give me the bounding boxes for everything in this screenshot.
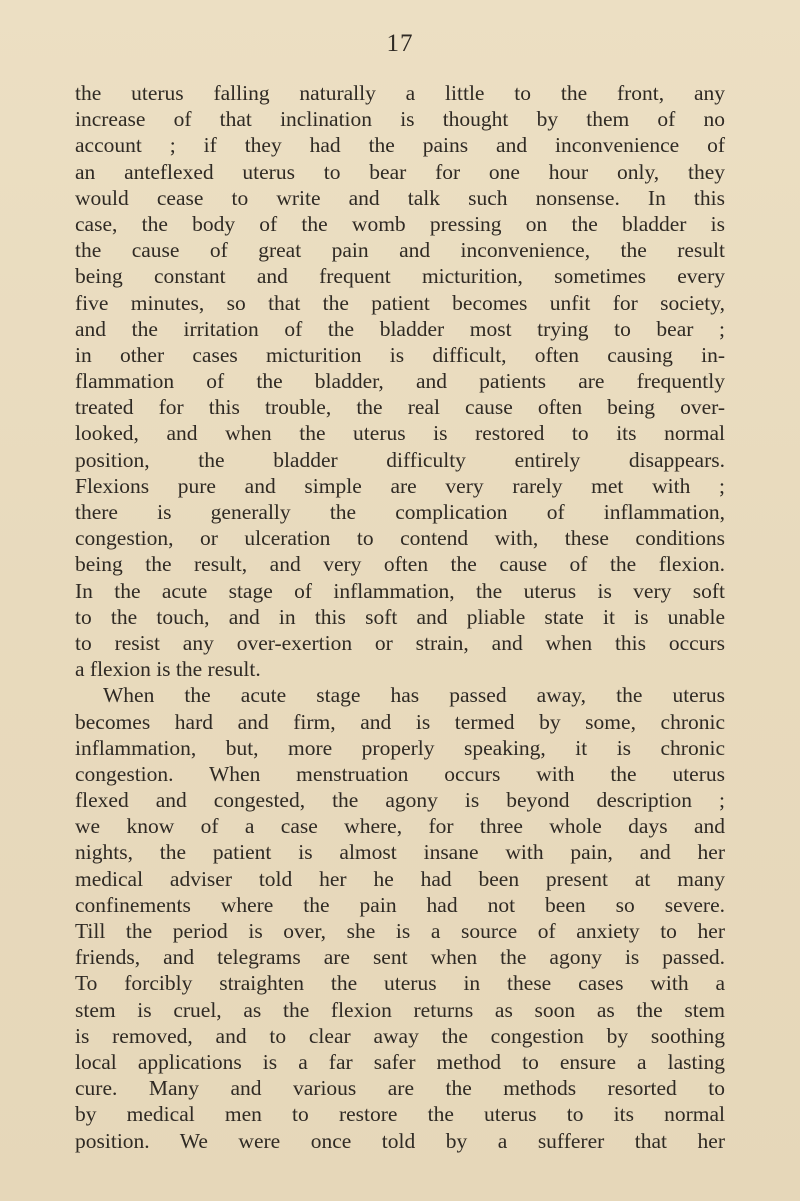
text-line: account ; if they had the pains and inconvenience of <box>75 133 725 158</box>
text-line: a flexion is the result. <box>75 657 261 682</box>
text-line: looked, and when the uterus is restored to its normal <box>75 421 725 446</box>
text-line: flexed and congested, the agony is beyond description ; <box>75 788 725 813</box>
text-line: being the result, and very often the cause of the flexion. <box>75 552 725 577</box>
text-line: medical adviser told her he had been present at many <box>75 866 725 891</box>
text-line: the cause of great pain and inconvenience, the result <box>75 238 725 263</box>
text-line: in other cases micturition is difficult, often causing in- <box>75 342 725 367</box>
text-line: there is generally the complication of inflammation, <box>75 500 725 524</box>
text-line: case, the body of the womb pressing on the bladder is <box>75 211 725 236</box>
body-text <box>75 80 725 1154</box>
text-line: local applications is a far safer method to ensure a lasting <box>75 1049 725 1074</box>
text-line: friends, and telegrams are sent when the agony is passed. <box>75 945 725 970</box>
text-line: to the touch, and in this soft and pliable state it is unable <box>75 604 725 629</box>
text-line: being constant and frequent micturition, sometimes every <box>75 264 725 289</box>
text-line: When the acute stage has passed away, the uterus <box>103 683 725 708</box>
text-line: five minutes, so that the patient becomes unfit for society, <box>75 290 725 315</box>
text-line: confinements where the pain had not been so severe. <box>75 892 725 917</box>
text-line: by medical men to restore the uterus to its normal <box>75 1102 725 1127</box>
text-line: Till the period is over, she is a source of anxiety to her <box>75 919 725 943</box>
text-line: would cease to write and talk such nonsense. In this <box>75 185 725 210</box>
page-number: 17 <box>386 30 414 57</box>
text-line: congestion, or ulceration to contend with, these conditions <box>75 526 725 551</box>
text-line: inflammation, but, more properly speaking, it is chronic <box>75 735 725 760</box>
text-line: the uterus falling naturally a little to the front, any <box>75 81 725 105</box>
text-line: In the acute stage of inflammation, the uterus is very soft <box>75 578 725 603</box>
text-line: position. We were once told by a sufferer that her <box>75 1128 725 1153</box>
text-line: treated for this trouble, the real cause often being over- <box>75 395 725 420</box>
text-line: cure. Many and various are the methods resorted to <box>75 1076 725 1101</box>
text-line: becomes hard and firm, and is termed by some, chronic <box>75 709 725 734</box>
text-line: congestion. When menstruation occurs with the uterus <box>75 761 725 786</box>
text-line: and the irritation of the bladder most trying to bear ; <box>75 316 725 341</box>
text-line: is removed, and to clear away the congestion by soothing <box>75 1023 725 1048</box>
text-line: increase of that inclination is thought by them of no <box>75 107 725 132</box>
text-line: stem is cruel, as the flexion returns as soon as the stem <box>75 997 725 1022</box>
text-line: nights, the patient is almost insane with pain, and her <box>75 840 725 865</box>
text-line: flammation of the bladder, and patients are frequently <box>75 369 725 394</box>
text-line: to resist any over-exertion or strain, and when this occurs <box>75 630 725 655</box>
text-line: To forcibly straighten the uterus in these cases with a <box>75 971 725 996</box>
text-line: we know of a case where, for three whole days and <box>75 814 725 839</box>
text-line: position, the bladder difficulty entirely disappears. <box>75 447 725 472</box>
text-line: Flexions pure and simple are very rarely met with ; <box>75 473 725 498</box>
text-line: an anteflexed uterus to bear for one hour only, they <box>75 159 725 184</box>
